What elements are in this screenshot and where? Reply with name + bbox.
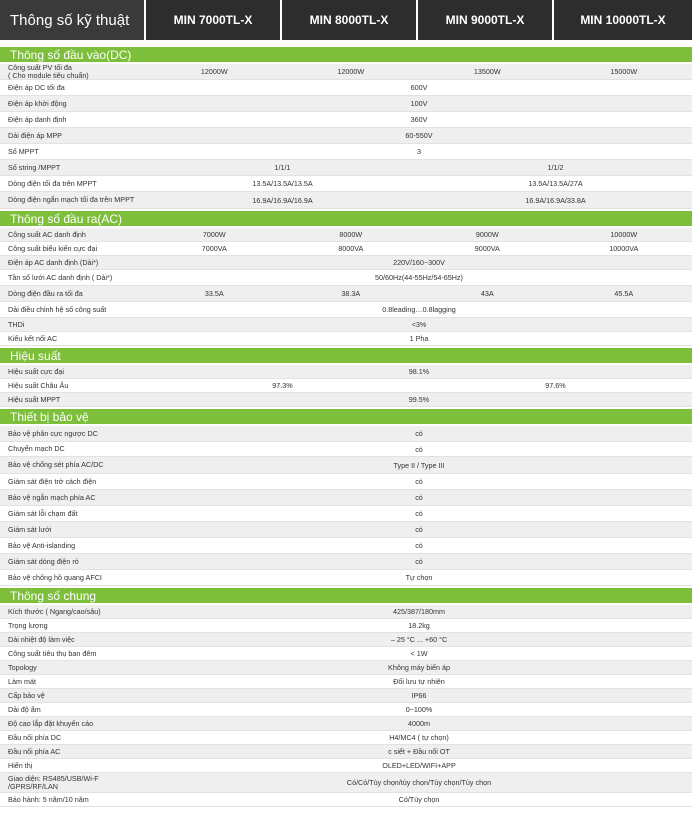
row-value: Có/Có/Tùy chọn/tùy chọn/Tùy chọn/Tùy chọn <box>346 778 492 787</box>
row-values <box>146 661 692 674</box>
row-values <box>146 633 692 646</box>
table-row <box>0 745 692 759</box>
header-model-7000: MIN 7000TL-X <box>146 0 280 40</box>
row-value: 3 <box>417 147 421 156</box>
table-row <box>0 64 692 80</box>
row-label: Đầu nối phía DC <box>8 732 62 742</box>
row-values <box>146 773 692 792</box>
row-values <box>146 80 692 95</box>
row-values <box>146 365 692 378</box>
row-value: 4000m <box>408 719 430 728</box>
table-row <box>0 554 692 570</box>
table-row <box>0 717 692 731</box>
table-row <box>0 793 692 807</box>
row-label: Độ cao lắp đặt khuyến cáo <box>8 718 94 728</box>
row-label: Dải độ ẩm <box>8 704 41 714</box>
row-values <box>146 675 692 688</box>
row-value: 13.5A/13.5A/27A <box>528 179 583 188</box>
row-value: 16.9A/16.9A/33.8A <box>525 195 586 205</box>
row-value: 100V <box>410 99 428 108</box>
row-label: Kích thước ( Ngang/cao/sâu) <box>8 606 101 616</box>
table-row <box>0 570 692 586</box>
row-value: 60-550V <box>405 131 433 140</box>
row-values <box>146 745 692 758</box>
row-label: THDi <box>8 319 25 329</box>
row-value: 600V <box>410 83 428 92</box>
table-row <box>0 647 692 661</box>
row-value: 0.8leading…0.8lagging <box>382 305 456 314</box>
row-values <box>146 717 692 730</box>
table-row <box>0 490 692 506</box>
table-row <box>0 538 692 554</box>
row-value: 0~100% <box>405 705 433 714</box>
row-value: có <box>415 477 423 486</box>
table-row <box>0 365 692 379</box>
row-value: 220V/160~300V <box>393 258 445 267</box>
row-values <box>146 112 692 127</box>
row-value: 15000W <box>610 67 638 76</box>
table-row <box>0 426 692 442</box>
row-value: 360V <box>410 115 428 124</box>
row-label: Giám sát lỗi chạm đất <box>8 508 78 518</box>
row-value: có <box>415 541 423 550</box>
row-label: Dải nhiệt độ làm việc <box>8 634 75 644</box>
row-values <box>146 538 692 553</box>
row-value: 1/1/1 <box>274 163 291 172</box>
row-values <box>146 176 692 191</box>
row-value: 8000VA <box>338 244 364 253</box>
row-values <box>146 286 692 301</box>
section-title-ac-output: Thông số đầu ra(AC) <box>0 211 692 226</box>
row-value: 10000VA <box>609 244 639 253</box>
row-value: IP66 <box>411 691 427 700</box>
table-row <box>0 242 692 256</box>
row-label: Dòng điện đầu ra tối đa <box>8 288 83 298</box>
row-value: 38.3A <box>341 289 361 298</box>
row-label: Công suất tiêu thụ ban đêm <box>8 648 97 658</box>
row-values <box>146 474 692 489</box>
row-value: 13500W <box>473 67 501 76</box>
table-header <box>0 0 692 40</box>
row-value: 45.5A <box>614 289 634 298</box>
row-value: có <box>415 525 423 534</box>
row-label: Trọng lượng <box>8 620 48 630</box>
row-label: Topology <box>8 662 37 672</box>
row-label: Điện áp DC tối đa <box>8 82 65 92</box>
row-value: 43A <box>480 289 494 298</box>
row-values <box>146 379 692 392</box>
row-label: Giao diện: RS485/USB/Wi-F /GPRS/RF/LAN <box>8 773 99 791</box>
row-label: Bảo vệ ngắn mạch phía AC <box>8 492 96 502</box>
row-values <box>146 128 692 143</box>
table-row <box>0 80 692 96</box>
row-label: Giám sát dòng điện rò <box>8 556 79 566</box>
table-row <box>0 506 692 522</box>
row-value: 18.2kg <box>408 621 430 630</box>
table-row <box>0 633 692 647</box>
table-row <box>0 176 692 192</box>
row-value: Type II / Type III <box>393 460 445 470</box>
table-row <box>0 318 692 332</box>
table-row <box>0 128 692 144</box>
row-values <box>146 393 692 406</box>
row-label: Công suất AC danh định <box>8 229 86 239</box>
section-title-efficiency: Hiệu suất <box>0 348 692 363</box>
row-values <box>146 64 692 79</box>
row-value: 8000W <box>339 230 363 239</box>
row-label: Hiệu suất cực đại <box>8 366 64 376</box>
row-label: Đầu nối phía AC <box>8 746 61 756</box>
row-label: Bảo vệ Anti-islanding <box>8 540 76 550</box>
row-value: 1/1/2 <box>547 163 564 172</box>
row-label: Tần số lưới AC danh định ( Dải*) <box>8 272 113 282</box>
section-title-protection: Thiết bị bảo vệ <box>0 409 692 424</box>
row-value: – 25 °C ... +60 °C <box>390 635 448 644</box>
row-value: có <box>415 444 423 454</box>
table-row <box>0 759 692 773</box>
row-values <box>146 759 692 772</box>
row-values <box>146 96 692 111</box>
row-label: Dòng điện ngắn mạch tối đa trên MPPT <box>8 195 135 204</box>
row-value: 9000W <box>475 230 499 239</box>
row-value: Có/Tùy chọn <box>398 795 440 804</box>
row-value: 50/60Hz(44-55Hz/54-65Hz) <box>375 273 463 282</box>
row-label: Dòng điện tối đa trên MPPT <box>8 178 97 188</box>
table-row <box>0 379 692 393</box>
row-value: c siết + Đầu nối OT <box>388 747 450 756</box>
table-row <box>0 675 692 689</box>
row-values <box>146 256 692 269</box>
row-value: 1 Pha <box>409 334 429 343</box>
row-values <box>146 689 692 702</box>
row-value: có <box>415 509 423 518</box>
table-row <box>0 773 692 793</box>
table-row <box>0 522 692 538</box>
row-values <box>146 426 692 441</box>
row-value: 12000W <box>200 67 228 76</box>
row-label: Hiệu suất MPPT <box>8 394 61 404</box>
row-values <box>146 457 692 473</box>
row-label: Điện áp khởi động <box>8 98 67 108</box>
row-label: Bảo vệ phân cực ngược DC <box>8 428 98 438</box>
row-values <box>146 318 692 331</box>
row-value: 425/387/180mm <box>393 607 445 616</box>
row-values <box>146 242 692 255</box>
row-value: 97.6% <box>545 381 566 390</box>
row-values <box>146 703 692 716</box>
header-title: Thông số kỹ thuật <box>0 0 144 40</box>
row-values <box>146 270 692 285</box>
row-label: Số MPPT <box>8 146 39 156</box>
row-value: 12000W <box>337 67 365 76</box>
row-values <box>146 522 692 537</box>
row-label: Giám sát điện trở cách điện <box>8 476 97 486</box>
row-value: OLED+LED/WIFI+APP <box>382 761 456 770</box>
row-label: Cấp bảo vệ <box>8 690 45 700</box>
row-value: Đối lưu tự nhiên <box>393 677 445 686</box>
table-row <box>0 286 692 302</box>
row-values <box>146 490 692 505</box>
row-value: có <box>415 429 423 438</box>
table-row <box>0 393 692 407</box>
row-label: Làm mát <box>8 676 36 686</box>
row-label: Điện áp AC danh định (Dải*) <box>8 257 99 267</box>
table-row <box>0 661 692 675</box>
row-value: có <box>415 493 423 502</box>
table-row <box>0 228 692 242</box>
header-model-10000: MIN 10000TL-X <box>554 0 692 40</box>
table-row <box>0 332 692 346</box>
row-label: Hiệu suất Châu Âu <box>8 380 69 390</box>
row-value: 98.1% <box>408 367 430 376</box>
row-values <box>146 192 692 208</box>
table-row <box>0 474 692 490</box>
row-label: Số string /MPPT <box>8 162 61 172</box>
row-value: H4/MC4 ( tự chọn) <box>389 733 449 742</box>
header-model-9000: MIN 9000TL-X <box>418 0 552 40</box>
row-value: 7000VA <box>201 244 227 253</box>
table-row <box>0 160 692 176</box>
table-row <box>0 112 692 128</box>
row-label: Dải điều chỉnh hệ số công suất <box>8 304 107 314</box>
row-label: Dải điện áp MPP <box>8 130 62 140</box>
table-row <box>0 605 692 619</box>
row-value: 13.5A/13.5A/13.5A <box>252 179 313 188</box>
table-row <box>0 96 692 112</box>
row-value: 99.5% <box>408 395 430 404</box>
row-label: Công suất biểu kiến cực đại <box>8 243 98 253</box>
row-values <box>146 332 692 345</box>
row-value: Không máy biến áp <box>388 663 450 672</box>
row-value: 7000W <box>202 230 226 239</box>
row-label: Chuyển mạch DC <box>8 444 65 453</box>
row-values <box>146 144 692 159</box>
table-row <box>0 270 692 286</box>
row-value: <3% <box>411 320 427 329</box>
row-values <box>146 228 692 241</box>
table-row <box>0 619 692 633</box>
row-value: có <box>415 557 423 566</box>
table-row <box>0 302 692 318</box>
row-values <box>146 302 692 317</box>
table-row <box>0 731 692 745</box>
row-label: Bảo vệ chống hồ quang AFCI <box>8 572 102 582</box>
table-row <box>0 256 692 270</box>
row-values <box>146 605 692 618</box>
table-row <box>0 689 692 703</box>
row-values <box>146 554 692 569</box>
row-label: Bảo hành: 5 năm/10 năm <box>8 794 89 804</box>
row-value: 33.5A <box>204 289 224 298</box>
row-label: Giám sát lưới <box>8 524 52 534</box>
table-row <box>0 703 692 717</box>
row-values <box>146 619 692 632</box>
row-value: 9000VA <box>474 244 500 253</box>
row-values <box>146 793 692 806</box>
row-value: 97.3% <box>272 381 293 390</box>
row-values <box>146 160 692 175</box>
table-row <box>0 144 692 160</box>
header-model-8000: MIN 8000TL-X <box>282 0 416 40</box>
row-value: 10000W <box>610 230 638 239</box>
row-label: Kiểu kết nối AC <box>8 333 58 343</box>
row-values <box>146 506 692 521</box>
row-values <box>146 731 692 744</box>
row-value: < 1W <box>410 649 428 658</box>
row-label: Bảo vệ chống sét phía AC/DC <box>8 460 104 469</box>
row-label: Điện áp danh định <box>8 114 67 124</box>
table-row <box>0 192 692 209</box>
row-value: 16.9A/16.9A/16.9A <box>252 195 313 205</box>
row-values <box>146 647 692 660</box>
row-label: Hiển thị <box>8 760 33 770</box>
row-label: Công suất PV tối đa ( Cho module tiêu chuẩn) <box>8 62 89 80</box>
row-values <box>146 570 692 585</box>
table-row <box>0 442 692 457</box>
table-row <box>0 457 692 474</box>
section-title-dc-input: Thông số đầu vào(DC) <box>0 47 692 62</box>
row-values <box>146 442 692 456</box>
row-value: Tự chọn <box>405 573 433 582</box>
section-title-general: Thông số chung <box>0 588 692 603</box>
